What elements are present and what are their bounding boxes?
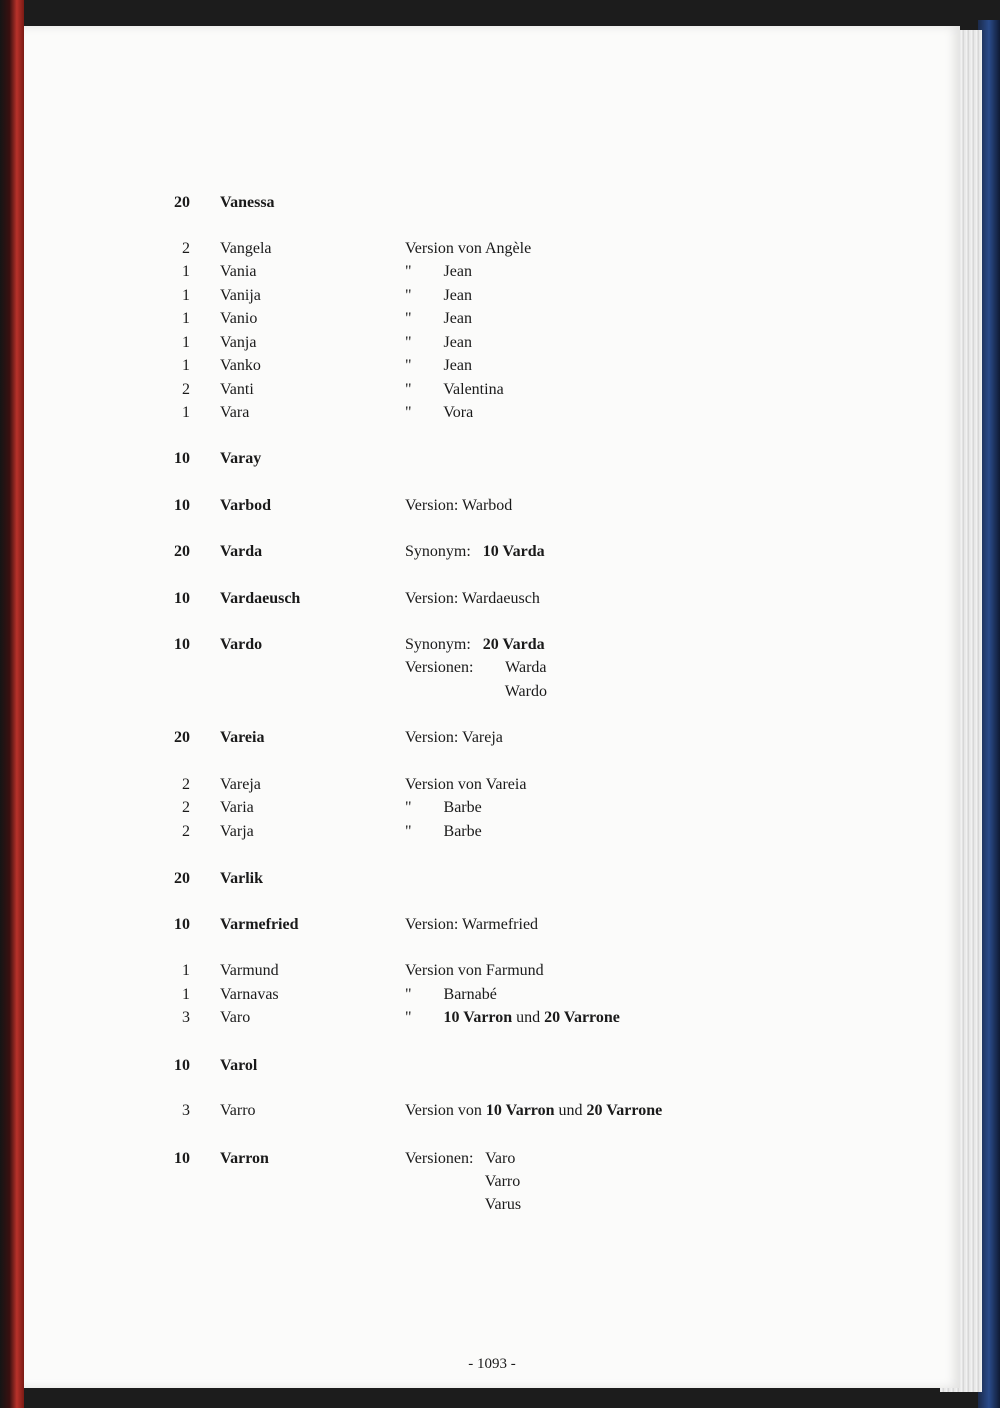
entry-name: Vangela xyxy=(220,240,272,257)
entry-count: 10 xyxy=(174,497,190,514)
entry-reference xyxy=(405,797,482,819)
reference-text: Synonym: xyxy=(405,636,471,653)
reference-bold: 20 Varda xyxy=(482,636,545,653)
reference-text: " xyxy=(405,1009,444,1026)
reference-text: " Vora xyxy=(405,404,474,421)
entry-count: 1 xyxy=(182,287,190,304)
entry-count: 10 xyxy=(174,1057,190,1074)
entry-reference xyxy=(405,1194,521,1216)
entry-count: 20 xyxy=(174,729,190,746)
reference-text: " Barnabé xyxy=(405,986,497,1003)
reference-text: Synonym: xyxy=(405,543,471,560)
entry-reference xyxy=(405,238,531,260)
entry-reference xyxy=(405,1007,620,1029)
reference-text: Wardo xyxy=(405,683,547,700)
reference-connector: und xyxy=(554,1102,587,1119)
entry-reference xyxy=(405,332,472,354)
reference-text: Versionen: Warda xyxy=(405,659,547,676)
entry-name: Vanja xyxy=(220,334,257,351)
entry-count: 20 xyxy=(174,194,190,211)
reference-text: Version: Wardaeusch xyxy=(405,590,540,607)
reference-text: Version: Warmefried xyxy=(405,916,539,933)
entry-name: Vanessa xyxy=(220,194,275,211)
entry-name: Vareia xyxy=(220,729,265,746)
reference-connector: und xyxy=(512,1009,545,1026)
reference-text: " Jean xyxy=(405,310,472,327)
entry-reference xyxy=(405,379,504,401)
entry-count: 1 xyxy=(182,357,190,374)
entry-count: 10 xyxy=(174,636,190,653)
entry-name: Vara xyxy=(220,404,250,421)
reference-text: Version von Angèle xyxy=(405,240,532,257)
entry-reference xyxy=(405,355,472,377)
entry-reference xyxy=(405,914,538,936)
entry-reference xyxy=(405,308,472,330)
reference-text: " Barbe xyxy=(405,799,482,816)
reference-text: Version von Vareia xyxy=(405,776,527,793)
reference-text: " Jean xyxy=(405,357,472,374)
page-number: - 1093 - xyxy=(468,1356,516,1372)
reference-bold: 10 Varron xyxy=(443,1009,513,1026)
entry-reference xyxy=(405,960,544,982)
entry-reference xyxy=(405,588,540,610)
entry-reference xyxy=(405,984,497,1006)
entry-name: Varbod xyxy=(220,497,271,514)
entry-reference xyxy=(405,402,473,424)
entry-name: Varnavas xyxy=(220,986,279,1003)
entry-name: Vanti xyxy=(220,381,254,398)
reference-bold: 10 Varron xyxy=(485,1102,555,1119)
entry-name: Vardo xyxy=(220,636,263,653)
entry-count: 20 xyxy=(174,870,190,887)
entry-reference xyxy=(405,495,512,517)
entry-count: 20 xyxy=(174,543,190,560)
entry-name: Vardaeusch xyxy=(220,590,301,607)
entry-reference xyxy=(405,1148,515,1170)
entry-count: 1 xyxy=(182,334,190,351)
reference-bold: 10 Varda xyxy=(482,543,545,560)
reference-text: " Jean xyxy=(405,263,472,280)
entry-count: 10 xyxy=(174,450,190,467)
entry-reference xyxy=(405,261,472,283)
entry-name: Varro xyxy=(220,1102,256,1119)
reference-text: Version von Farmund xyxy=(405,962,544,979)
entry-count: 2 xyxy=(182,823,190,840)
reference-text: Varro xyxy=(405,1173,521,1190)
reference-bold: 20 Varrone xyxy=(586,1102,663,1119)
entry-count: 1 xyxy=(182,404,190,421)
reference-text: Version: Warbod xyxy=(405,497,513,514)
entry-count: 1 xyxy=(182,986,190,1003)
entry-count: 2 xyxy=(182,240,190,257)
reference-text: Version von xyxy=(405,1102,486,1119)
entry-name: Vanko xyxy=(220,357,261,374)
book-page xyxy=(24,26,960,1388)
entry-count: 10 xyxy=(174,916,190,933)
entry-count: 10 xyxy=(174,1150,190,1167)
book-spine-left xyxy=(0,0,24,1408)
entry-count: 2 xyxy=(182,799,190,816)
entry-count: 3 xyxy=(182,1102,190,1119)
entry-name: Varmund xyxy=(220,962,279,979)
entry-reference xyxy=(405,727,503,749)
entry-name: Vania xyxy=(220,263,257,280)
entry-reference xyxy=(405,681,547,703)
entry-name: Varia xyxy=(220,799,254,816)
entry-reference xyxy=(405,657,547,679)
entry-reference xyxy=(405,821,482,843)
reference-text: Versionen: Varo xyxy=(405,1150,516,1167)
entry-reference xyxy=(405,1171,520,1193)
entry-count: 1 xyxy=(182,962,190,979)
entry-name: Varlik xyxy=(220,870,263,887)
entry-reference xyxy=(405,774,526,796)
entry-name: Varol xyxy=(220,1057,258,1074)
reference-text: " Jean xyxy=(405,334,472,351)
entry-count: 3 xyxy=(182,1009,190,1026)
entry-count: 1 xyxy=(182,310,190,327)
entry-name: Varo xyxy=(220,1009,251,1026)
entry-name: Varda xyxy=(220,543,263,560)
reference-bold: 20 Varrone xyxy=(544,1009,620,1026)
reference-text: Version: Vareja xyxy=(405,729,503,746)
entry-name: Varja xyxy=(220,823,254,840)
entry-name: Varay xyxy=(220,450,262,467)
entry-name: Varron xyxy=(220,1150,269,1167)
entry-reference xyxy=(405,634,545,656)
entry-count: 10 xyxy=(174,590,190,607)
entry-reference xyxy=(405,541,545,563)
reference-text: " Valentina xyxy=(405,381,504,398)
entry-name: Vanio xyxy=(220,310,258,327)
entry-name: Vareja xyxy=(220,776,261,793)
reference-text: " Jean xyxy=(405,287,472,304)
entry-count: 2 xyxy=(182,381,190,398)
reference-text: " Barbe xyxy=(405,823,482,840)
entry-reference xyxy=(405,285,472,307)
reference-text: Varus xyxy=(405,1196,522,1213)
entry-count: 1 xyxy=(182,263,190,280)
entry-name: Varmefried xyxy=(220,916,299,933)
entry-count: 2 xyxy=(182,776,190,793)
entry-name: Vanija xyxy=(220,287,261,304)
entry-reference xyxy=(405,1100,662,1122)
